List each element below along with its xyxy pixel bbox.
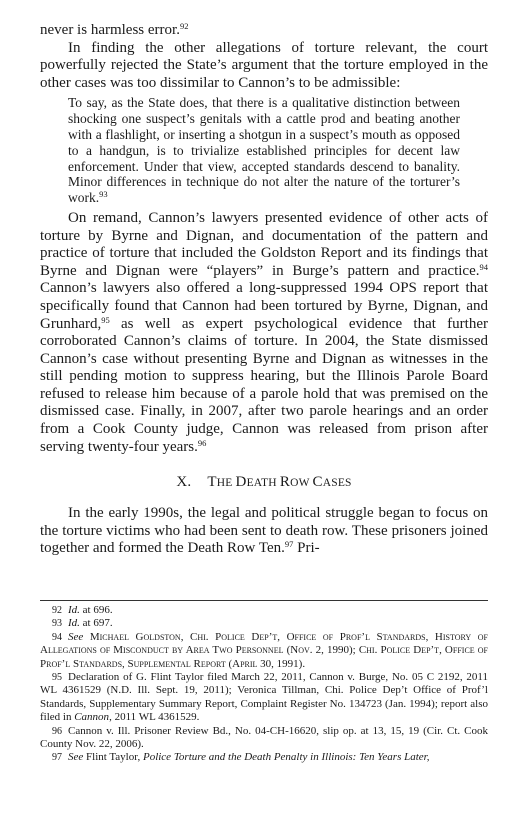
paragraph: On remand, Cannon’s lawyers presented evidence of other acts of torture by Byrne and Dignan, and documentation of the pattern and practice of torture that included the Goldston Report and its findings that Byrne and Dignan were “players” in Burge’s pattern and practice.$^{94}$ Cannon’s lawyers also offered a long-suppressed 1994 OPS report that specifically found that Cannon had been tortured by Byrne, Dignan, and Grunhard,$^{95}$ as well as expert psychological evidence that further corroborated Cannon’s claims of torture. In 2004, the State dismissed Cannon’s case without presenting Byrne and Dignan as witnesses in the still pending motion to suppress hearing, but the Illinois Parole Board refused to release him because of a parole hold that was premised on the dismissed case. Finally, in 2007, after two parole hearings and an order from a Cook County judge, Cannon was released from prison after serving twenty-four years.$^{96}$ [40, 209, 488, 455]
paragraph: In the early 1990s, the legal and political struggle began to focus on the torture victims who had been sent to death row. These prisoners joined together and formed the Death Row Ten.$^{97}$ Pri- [40, 505, 488, 557]
footnote-ref[interactable]: 97 [284, 539, 294, 550]
paragraph-carryover: never is harmless error.$^{92}$ [40, 21, 189, 38]
footnote-divider [40, 600, 488, 601]
footnote-97: 97 See Flint Taylor, Police Torture and the Death Penalty in Illinois: Ten Years Later, [52, 751, 430, 764]
footnote-96: 96 Cannon v. Ill. Prisoner Review Bd., No. 04-CH-16620, slip op. at 13, 15, 19 (Cir. Ct. Cook County Nov. 22, 2006). [40, 724, 488, 751]
footnote-95: 95 Declaration of G. Flint Taylor filed March 22, 2011, Cannon v. Burge, No. 05 C 2192, 2011 WL 4361529 (N.D. Ill. Sept. 19, 2011); Veronica Tillman, Chi. Police Dep’t Office of Prof’l Standards, Supplementary Summary Report, Complaint Register No. 134723 (Jan. 1994); report also filed in Cannon, 2011 WL 4361529. [40, 671, 488, 724]
footnote-93: 93 Id. at 697. [52, 617, 113, 630]
footnote-ref[interactable]: 95 [101, 314, 110, 325]
main-text [40, 22, 488, 558]
block-quote: To say, as the State does, that there is a qualitative distinction between shocking one suspect’s genitals with a cattle prod and beating another with a flashlight, or inserting a shotgun in a suspect’s mouth as opposed to a handgun, is to trivialize established principles for decent law enforcement. Under that view, accepted standards descend to banality. Minor differences in technique do not alter the nature of the torturer’s work.$^{93}$ [68, 95, 460, 206]
section-heading: X. THE DEATH ROW CASES [176, 474, 352, 491]
footnote-ref[interactable]: 92 [179, 21, 189, 31]
footnote-ref[interactable]: 93 [99, 189, 108, 200]
footnote-94: 94 See Michael Goldston, Chi. Police Dep’t, Office of Prof’l Standards, History of Allegations of Misconduct by Area Two Personnel (Nov. 2, 1990); Chi. Police Dep’t, Office of Prof’l Standards, Supplemental Report (April 30, 1991). [40, 630, 488, 670]
paragraph: In finding the other allegations of torture relevant, the court powerfully rejected the State’s argument that the torture employed in the other cases was too dissimilar to Cannon’s to be admissible: [40, 39, 488, 91]
footnote-ref[interactable]: 94 [479, 261, 488, 272]
footnotes [40, 604, 488, 765]
footnote-ref[interactable]: 96 [197, 437, 207, 448]
footnote-92: 92 Id. at 696. [52, 604, 113, 616]
section-number: X. [176, 474, 192, 491]
